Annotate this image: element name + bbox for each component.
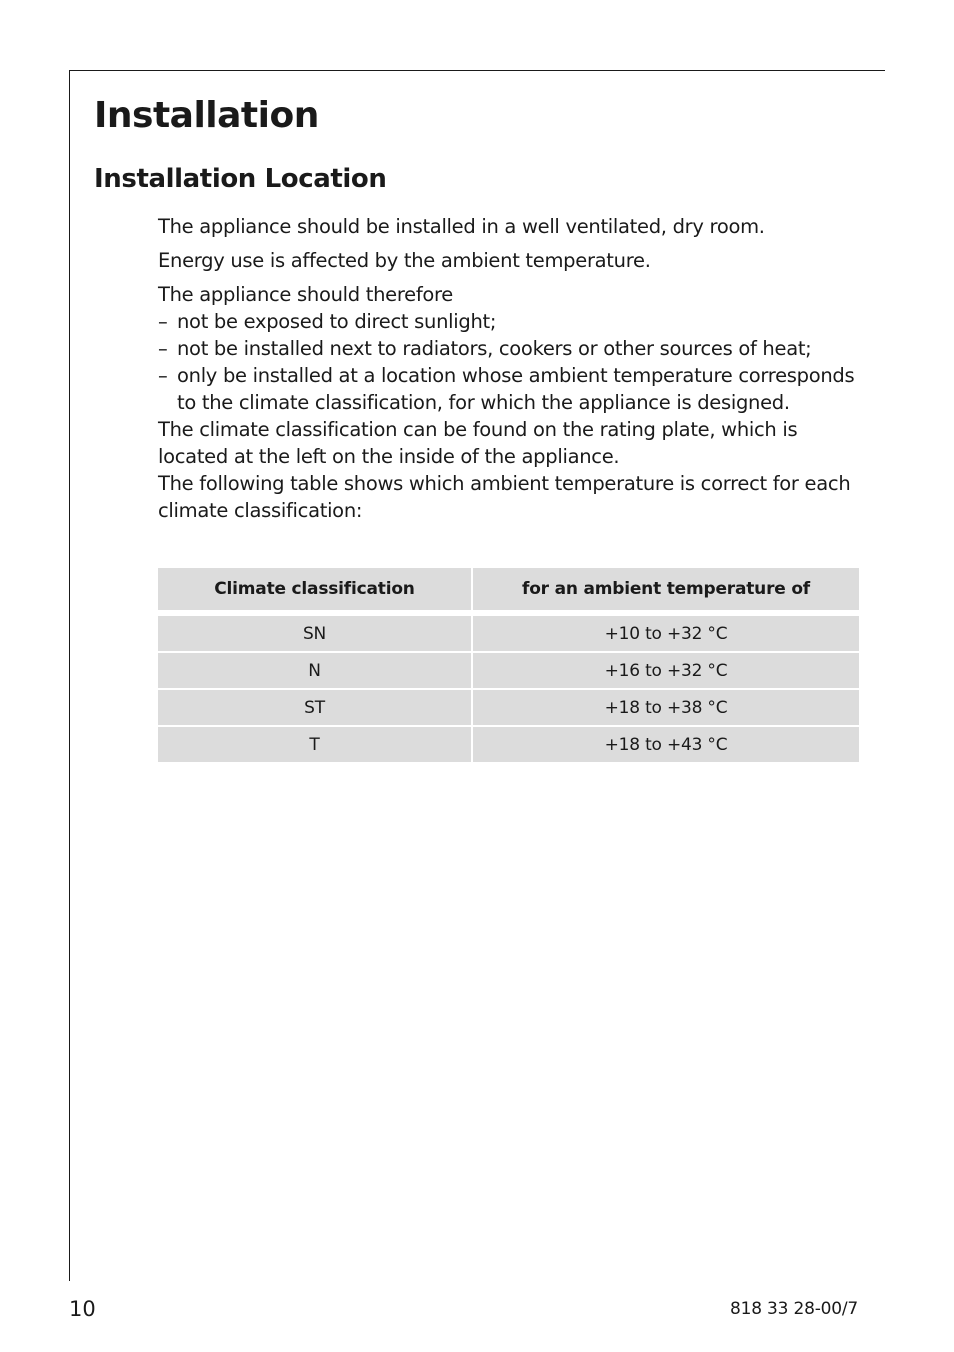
temperature-range-cell: +10 to +32 °C xyxy=(473,616,859,653)
list-item-text: not be installed next to radiators, cookers or other sources of heat; xyxy=(177,337,812,360)
temperature-range-cell: +18 to +38 °C xyxy=(473,690,859,727)
closing-paragraph: The climate classification can be found on the rating plate, which is located at the left on the inside of the appliance. xyxy=(158,418,798,468)
page-number: 10 xyxy=(69,1297,96,1321)
list-item xyxy=(158,362,858,416)
section-body xyxy=(158,213,858,524)
column-header-temperature: for an ambient temperature of xyxy=(473,568,859,616)
climate-class-cell: SN xyxy=(158,616,473,653)
bullet-marker: – xyxy=(158,364,168,387)
list-item-text: not be exposed to direct sunlight; xyxy=(177,310,497,333)
left-rule xyxy=(69,70,70,1281)
intro-paragraph: The appliance should be installed in a well ventilated, dry room. xyxy=(158,215,765,238)
temperature-range-cell: +16 to +32 °C xyxy=(473,653,859,690)
top-rule xyxy=(69,70,885,71)
climate-table xyxy=(158,568,859,764)
table-header-row xyxy=(158,568,859,616)
table-row xyxy=(158,616,859,653)
list-item-text: only be installed at a location whose ambient temperature corresponds to the climate classification, for which the appliance is designed. xyxy=(177,364,855,414)
climate-class-cell: N xyxy=(158,653,473,690)
table-row xyxy=(158,690,859,727)
page-title: Installation xyxy=(94,95,319,136)
column-header-climate: Climate classification xyxy=(158,568,473,616)
intro-paragraph: The appliance should therefore xyxy=(158,283,454,306)
list-item xyxy=(158,308,858,335)
table-row xyxy=(158,653,859,690)
table-row xyxy=(158,727,859,764)
list-item xyxy=(158,335,858,362)
closing-paragraph: The following table shows which ambient temperature is correct for each climate classification: xyxy=(158,472,851,522)
section-title: Installation Location xyxy=(94,164,387,194)
bullet-marker: – xyxy=(158,337,168,360)
climate-class-cell: T xyxy=(158,727,473,764)
bullet-marker: – xyxy=(158,310,168,333)
document-code: 818 33 28-00/7 xyxy=(729,1299,858,1319)
temperature-range-cell: +18 to +43 °C xyxy=(473,727,859,764)
climate-class-cell: ST xyxy=(158,690,473,727)
intro-paragraph: Energy use is affected by the ambient temperature. xyxy=(158,249,651,272)
